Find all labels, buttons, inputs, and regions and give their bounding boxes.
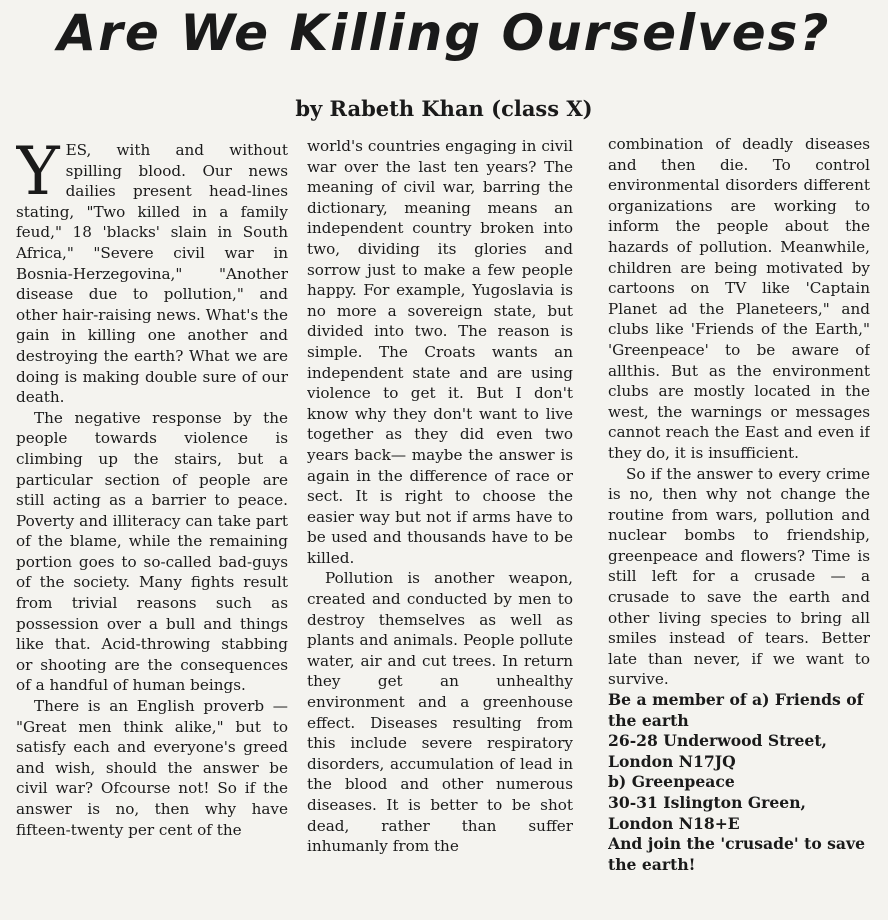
column-3 [608, 134, 870, 910]
info-line: b) Greenpeace [608, 772, 735, 792]
info-line: Be a member of a) Friends of the earth [608, 690, 864, 730]
paragraph-4: world's countries engaging in civil war over the last ten years? The meaning of civil war, barring the dictionary, meaning means an independent country broken into two, dividing its glories and sorrow just to make a few people happy. For example, Yugoslavia is no more a sovereign state, but divided into two. The reason is simple. The Croats wants an independent state and are using violence to get it. But I don't know why they don't want to live together as they did even two years back— maybe the answer is again in the difference of race or sect. It is right to choose the easier way but not if arms have to be used and thousands have to be killed. [307, 137, 573, 567]
paragraph-1-text: ES, with and without spilling blood. Our news dailies present head-lines stating, "Two killed in a family feud," 18 'blacks' slain in South Africa," "Severe civil war in Bosnia-Herzegovina," "Another disease due to pollution," and other hair-raising news. What's the gain in killing one another and destroying the earth? What we are doing is making double sure of our death. [16, 141, 288, 407]
column-1 [16, 140, 288, 916]
paragraph-2: The negative response by the people towards violence is climbing up the stairs, but a particular section of people are still acting as a barrier to peace. Poverty and illiteracy can take part of the blame, while the remaining portion goes to so-called bad-guys of the society. Many fights result from trivial reasons such as possession over a bull and things like that. Acid-throwing stabbing or shooting are the consequences of a handful of human beings. [16, 408, 288, 695]
info-line: 26-28 Underwood Street, London N17JQ [608, 731, 827, 771]
byline: by Rabeth Khan (class X) [295, 96, 593, 121]
paragraph-6: combination of deadly diseases and then die. To control environmental disorders different organizations are working to inform the people about the hazards of pollution. Meanwhile, children are being motivated by cartoons on TV like 'Captain Planet ad the Planeteers," and clubs like 'Friends of the Earth," 'Greenpeace' to be aware of allthis. But as the environment clubs are mostly located in the west, the warnings or messages cannot reach the East and even if they do, it is insufficient. [608, 135, 870, 462]
paragraph-5: Pollution is another weapon, created and conducted by men to destroy themselves as well as plants and animals. People pollute water, air and cut trees. In return they get an unhealthy environment and a greenhouse effect. Diseases resulting from this include severe respiratory disorders, accumulation of lead in the blood and other numerous diseases. It is better to be shot dead, rather than suffer inhumanly from the [307, 569, 573, 856]
info-line: And join the 'crusade' to save the earth! [608, 834, 866, 874]
paragraph-7: So if the answer to every crime is no, then why not change the routine from wars, pollution and nuclear bombs to friendship, greenpeace and flowers? Time is still left for a crusade — a crusade to save the earth and other living species to bring all smiles instead of tears. Better late than never, if we want to survive. [608, 464, 870, 689]
paragraph-3: There is an English proverb — "Great men think alike," but to satisfy each and everyone's greed and wish, should the answer be civil war? Ofcourse not! So if the answer is no, then why have fifteen-twenty per cent of the [16, 697, 288, 839]
paragraph-1 [16, 140, 288, 408]
headline: Are We Killing Ourselves? [57, 4, 831, 62]
info-line: 30-31 Islington Green, London N18+E [608, 793, 806, 833]
membership-info [608, 690, 870, 875]
column-2 [307, 136, 573, 912]
drop-cap: Y [16, 140, 60, 210]
